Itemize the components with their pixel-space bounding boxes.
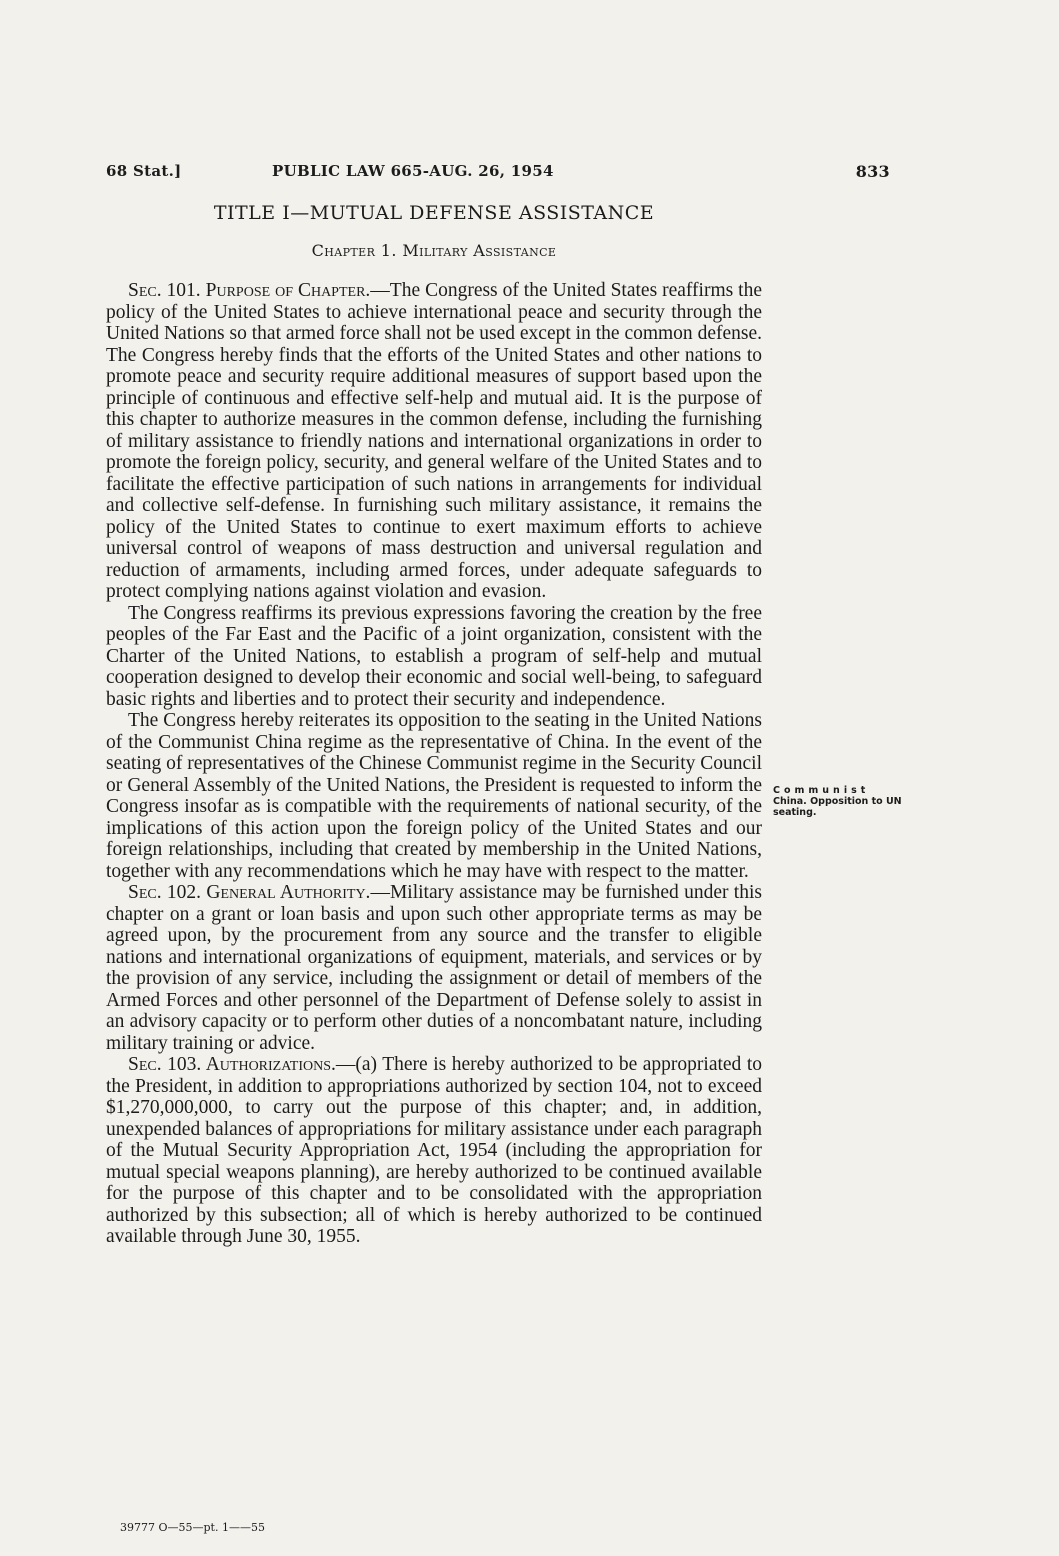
section-102-heading: Sec. 102. General Authority. [128,882,371,903]
law-citation: PUBLIC LAW 665-AUG. 26, 1954 [272,162,554,180]
title-heading: TITLE I—MUTUAL DEFENSE ASSISTANCE [213,202,655,224]
margin-note-line2: China. Opposition to UN seating. [773,796,902,818]
page-number: 833 [855,162,890,181]
margin-note [773,785,913,818]
section-103-text: —(a) There is hereby authorized to be appropriated to the President, in addition to appropriations authorized by section 104, not to exceed $1,270,000,000, to carry out the purpose of this chapter; and, in addition, unexpended balances of appropriations for military assistance under each paragraph of the Mutual Security Appropriation Act, 1954 (including the appropriation for mutual special weapons planning), are hereby authorized to be continued available for the purpose of this chapter and to be consolidated with the appropriation authorized by this subsection; all of which is hereby authorized to be continued available through June 30, 1955. [106,1054,762,1247]
volume-citation: 68 Stat.] [106,162,182,180]
section-103-heading: Sec. 103. Authorizations. [128,1054,336,1075]
section-101-text: —The Congress of the United States reaffirms the policy of the United States to achieve international peace and security through the United Nations so that armed force shall not be used except in the common defense. The Congress hereby finds that the efforts of the United States and other nations to promote peace and security require additional measures of support based upon the principle of continuous and effective self-help and mutual aid. It is the purpose of this chapter to authorize measures in the common defense, including the furnishing of military assistance to friendly nations and international organizations in order to promote the foreign policy, security, and general welfare of the United States and to facilitate the effective participation of such nations in arrangements for individual and collective self-defense. In furnishing such military assistance, it remains the policy of the United States to continue to exert maximum efforts to achieve universal control of weapons of mass destruction and universal regulation and reduction of armaments, including armed forces, under adequate safeguards to protect complying nations against violation and evasion. [106,280,762,602]
section-101-heading: Sec. 101. Purpose of Chapter. [128,280,371,301]
section-102-paragraph [106,882,762,1054]
paragraph-far-east: The Congress reaffirms its previous expressions favoring the creation by the free peoples of the Far East and the Pacific of a joint organization, consistent with the Charter of the United Nations, to establish a program of self-help and mutual cooperation designed to develop their economic and social well-being, to safeguard basic rights and liberties and to protect their security and independence. [106,602,762,710]
running-head [106,162,890,186]
chapter-heading: Chapter 1. Military Assistance [311,241,557,260]
section-103-paragraph [106,1054,762,1248]
paragraph-communist-china: The Congress hereby reiterates its opposition to the seating in the United Nations of the Communist China regime as the representative of China. In the event of the seating of representatives of the Chinese Communist regime in the Security Council or General Assembly of the United Nations, the President is requested to inform the Congress insofar as is compatible with the requirements of national security, of the implications of this action upon the foreign policy of the United States and our foreign relationships, including that created by membership in the United Nations, together with any recommendations which he may have with respect to the matter. [106,710,762,882]
section-101-paragraph [106,280,762,603]
section-102-text: —Military assistance may be furnished under this chapter on a grant or loan basis and upon such other appropriate terms as may be agreed upon, by the procurement from any source and the transfer to eligible nations and international organizations of equipment, materials, and services or by the provision of any service, including the assignment or detail of members of the Armed Forces and other personnel of the Department of Defense solely to assist in an advisory capacity or to perform other duties of a noncombatant nature, including military training or advice. [106,882,762,1054]
print-code-footer: 39777 O—55—pt. 1——55 [120,1521,265,1534]
body-text [106,280,762,1248]
margin-note-line1: Communist [773,785,870,796]
